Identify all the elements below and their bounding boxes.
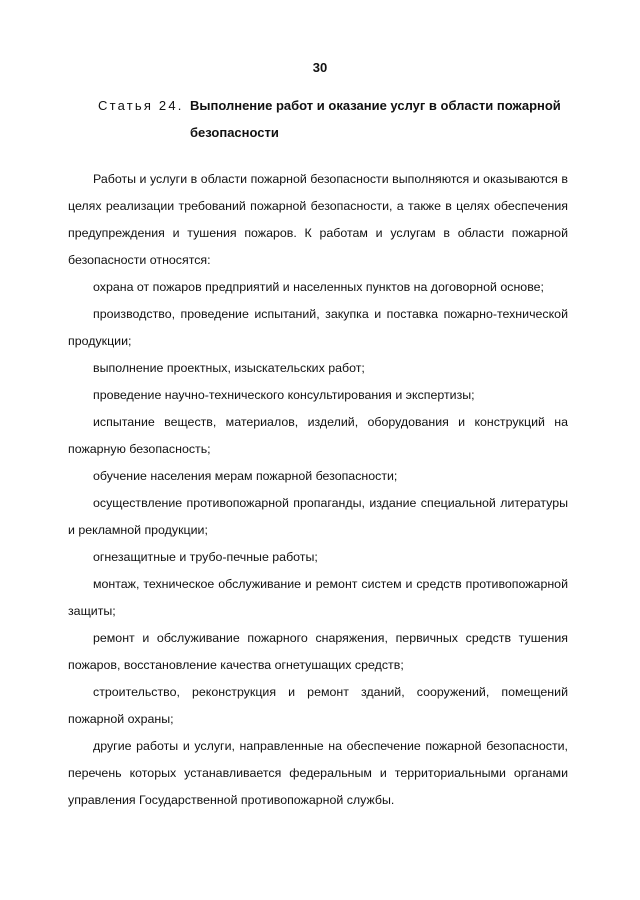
list-item: строительство, реконструкция и ремонт зданий, сооружений, помещений пожарной охраны; — [68, 685, 568, 726]
article-body — [68, 166, 568, 814]
list-item: охрана от пожаров предприятий и населенных пунктов на договорной основе; — [93, 280, 544, 294]
list-item: обучение населения мерам пожарной безопасности; — [93, 469, 398, 483]
article-title-line1: Выполнение работ и оказание услуг в области пожарной — [190, 98, 561, 113]
list-item: огнезащитные и трубо-печные работы; — [93, 550, 318, 564]
article-title-line2: безопасности — [190, 125, 279, 140]
list-item: проведение научно-технического консультирования и экспертизы; — [93, 388, 475, 402]
list-item: осуществление противопожарной пропаганды, издание специальной литературы и рекламной продукции; — [68, 496, 568, 537]
article-label: Статья 24. — [98, 98, 184, 113]
list-item: выполнение проектных, изыскательских работ; — [93, 361, 365, 375]
article-heading — [98, 92, 568, 146]
intro-paragraph: Работы и услуги в области пожарной безопасности выполняются и оказываются в целях реализации требований пожарной безопасности, а также в целях обеспечения предупреждения и тушения пожаров. К работам и услугам в области пожарной безопасности относятся: — [68, 172, 568, 267]
page-number: 30 — [312, 60, 328, 75]
list-item: производство, проведение испытаний, закупка и поставка пожарно-технической продукции; — [68, 307, 568, 348]
list-item: монтаж, техническое обслуживание и ремонт систем и средств противопожарной защиты; — [68, 577, 568, 618]
list-item: другие работы и услуги, направленные на обеспечение пожарной безопасности, перечень которых устанавливается федеральным и территориальными органами управления Государственной противопожарной службы. — [68, 739, 568, 807]
list-item: ремонт и обслуживание пожарного снаряжения, первичных средств тушения пожаров, восстановление качества огнетушащих средств; — [68, 631, 568, 672]
list-item: испытание веществ, материалов, изделий, оборудования и конструкций на пожарную безопасность; — [68, 415, 568, 456]
